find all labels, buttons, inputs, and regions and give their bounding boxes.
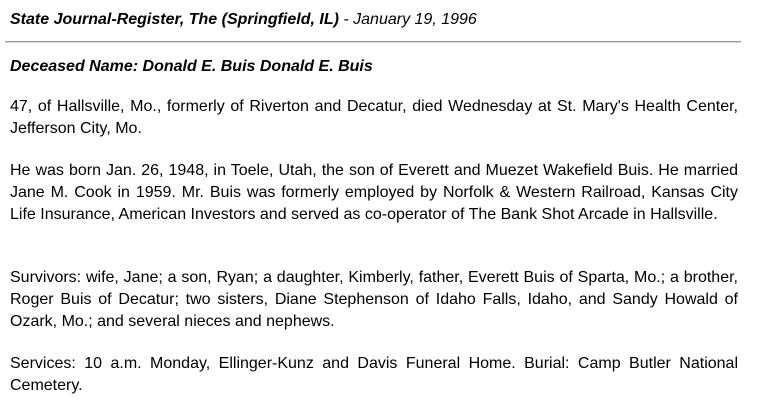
publication-date: January 19, 1996 xyxy=(353,11,477,28)
obituary-paragraph-summary: 47, of Hallsville, Mo., formerly of Riverton and Decatur, died Wednesday at St. Mary's Health Center, Jefferson City, Mo. xyxy=(10,98,738,137)
obituary-paragraph-survivors: Survivors: wife, Jane; a son, Ryan; a daughter, Kimberly, father, Everett Buis of Sparta, Mo.; a brother, Roger Buis of Decatur; two sisters, Diane Stephenson of Idaho Falls, Idaho, and Sandy Howald of Ozark, Mo.; and several nieces and nephews. xyxy=(10,269,738,330)
header-separator: - xyxy=(338,11,354,28)
obituary-paragraph-services: Services: 10 a.m. Monday, Ellinger-Kunz and Davis Funeral Home. Burial: Camp Butler National Cemetery. xyxy=(10,355,738,394)
publication-source: State Journal-Register, The (Springfield, IL) xyxy=(10,11,339,28)
deceased-name: Deceased Name: Donald E. Buis Donald E. Buis xyxy=(10,58,373,75)
obituary-paragraph-biography: He was born Jan. 26, 1948, in Toele, Utah, the son of Everett and Muezet Wakefield Buis. He married Jane M. Cook in 1959. Mr. Buis was formerly employed by Norfolk & Western Railroad, Kansas City Life Insurance, American Investors and served as co-operator of The Bank Shot Arcade in Hallsville. xyxy=(10,162,738,223)
header-divider xyxy=(5,41,741,43)
publication-header xyxy=(10,10,477,30)
